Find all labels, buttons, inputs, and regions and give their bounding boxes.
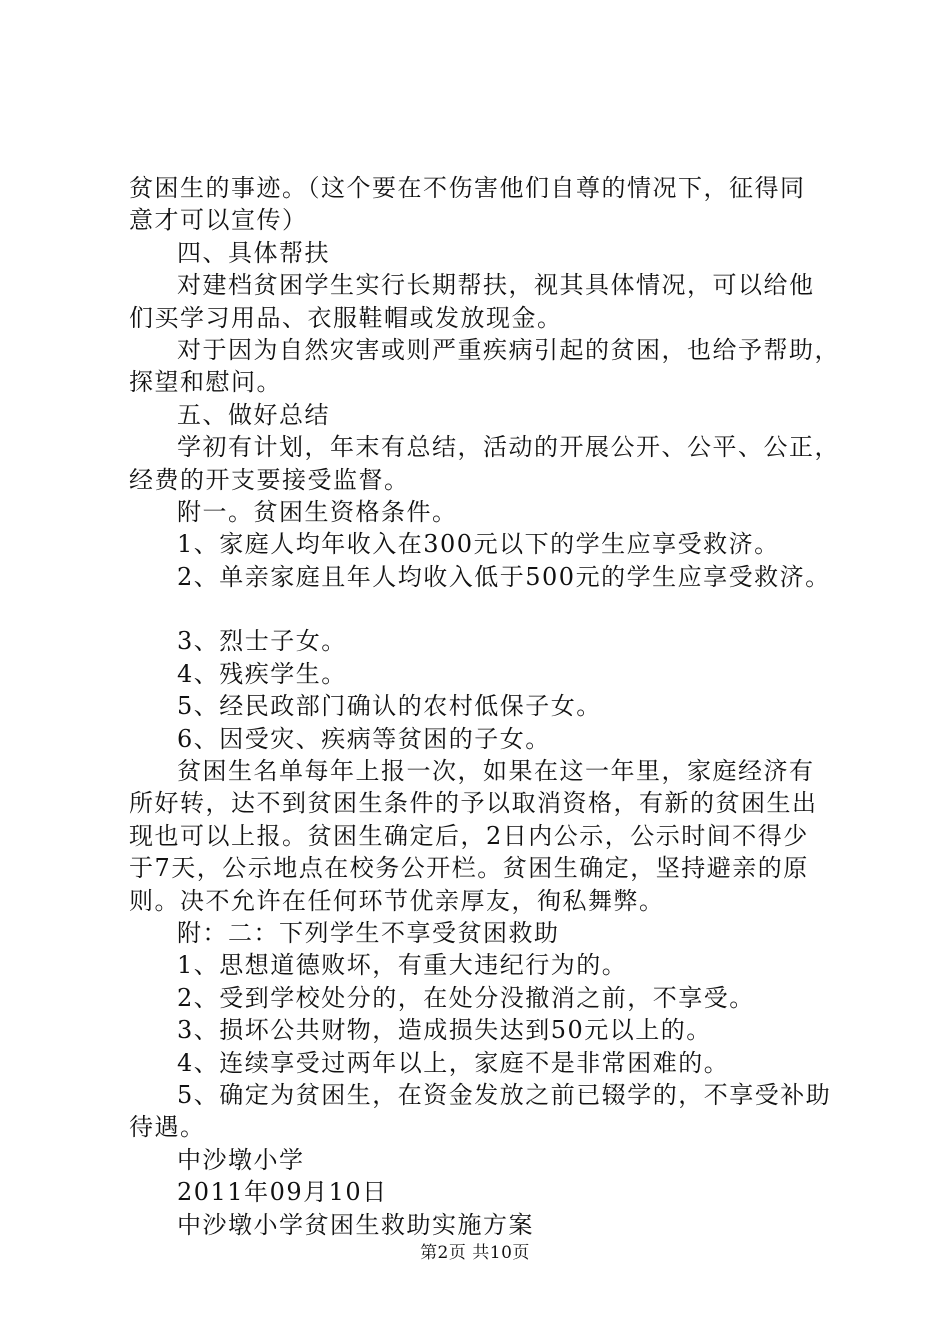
text-line: 学初有计划，年末有总结，活动的开展公开、公平、公正， — [177, 433, 840, 462]
text-line: 6、因受灾、疾病等贫困的子女。 — [177, 724, 551, 753]
text-line: 2、受到学校处分的，在处分没撤消之前，不享受。 — [177, 983, 755, 1012]
text-line: 附：二：下列学生不享受贫困救助 — [177, 918, 560, 947]
text-line: 5、经民政部门确认的农村低保子女。 — [177, 692, 602, 721]
text-line: 对于因为自然灾害或则严重疾病引起的贫困，也给予帮助， — [177, 335, 840, 364]
text-line: 3、损坏公共财物，造成损失达到50元以上的。 — [177, 1016, 712, 1045]
text-line: 现也可以上报。贫困生确定后，2日内公示，公示时间不得少 — [129, 821, 809, 850]
text-line: 4、残疾学生。 — [177, 659, 347, 688]
text-line: 贫困生的事迹。（这个要在不伤害他们自尊的情况下，征得同 — [129, 174, 806, 202]
text-line: 则。决不允许在任何环节优亲厚友，徇私舞弊。 — [129, 886, 665, 915]
text-line: 4、连续享受过两年以上，家庭不是非常困难的。 — [177, 1048, 730, 1077]
text-line: 待遇。 — [129, 1113, 206, 1142]
text-line: 经费的开支要接受监督。 — [129, 465, 410, 494]
text-line: 意才可以宣传） — [129, 206, 308, 235]
text-line: 中沙墩小学 — [177, 1145, 305, 1174]
text-line: 附一。贫困生资格条件。 — [177, 497, 458, 526]
text-line: 探望和慰问。 — [129, 368, 282, 397]
text-line: 3、烈士子女。 — [177, 627, 347, 656]
text-line: 五、做好总结 — [177, 400, 330, 429]
text-line: 1、思想道德败坏，有重大违纪行为的。 — [177, 951, 628, 980]
blank-line — [129, 593, 833, 625]
text-line: 对建档贫困学生实行长期帮扶，视其具体情况，可以给他 — [177, 271, 815, 300]
text-line: 5、确定为贫困生，在资金发放之前已辍学的，不享受补助 — [177, 1080, 832, 1109]
page-footer: 第2页 共10页 — [420, 1243, 530, 1263]
text-line: 所好转，达不到贫困生条件的予以取消资格，有新的贫困生出 — [129, 789, 818, 818]
text-line: 四、具体帮扶 — [177, 238, 330, 267]
text-line: 1、家庭人均年收入在300元以下的学生应享受救济。 — [177, 530, 780, 559]
text-line: 中沙墩小学贫困生救助实施方案 — [177, 1210, 534, 1239]
text-line: 2、单亲家庭且年人均收入低于500元的学生应享受救济。 — [177, 562, 831, 591]
document-body — [129, 172, 840, 1241]
text-line: 贫困生名单每年上报一次，如果在这一年里，家庭经济有 — [177, 757, 815, 786]
text-line: 于7天，公示地点在校务公开栏。贫困生确定，坚持避亲的原 — [129, 854, 809, 883]
text-line: 们买学习用品、衣服鞋帽或发放现金。 — [129, 303, 563, 332]
text-line: 2011年09月10日 — [177, 1178, 388, 1207]
